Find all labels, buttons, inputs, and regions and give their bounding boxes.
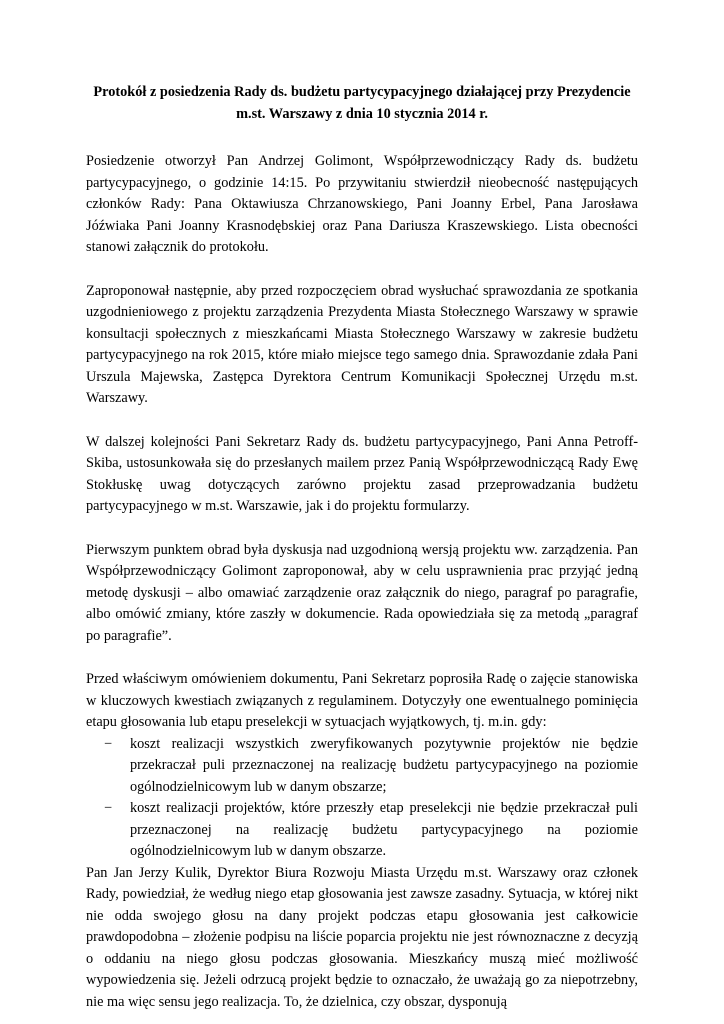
document-title [86,82,638,125]
list-item [86,734,638,799]
bullet-list [86,734,638,863]
paragraph-kulik: Pan Jan Jerzy Kulik, Dyrektor Biura Rozwoju Miasta Urzędu m.st. Warszawy oraz członek Rady, powiedział, że według niego etap głosowania jest zawsze zasadny. Sytuacja, w której nikt nie odda swojego głosu na dany projekt podczas etapu głosowania jest całkowicie prawdopodobna – złożenie podpisu na liście poparcia projektu nie jest równoznaczne z decyzją o oddaniu na niego głosu podczas głosowania. Mieszkańcy muszą mieć możliwość wypowiedzenia się. Jeżeli odrzucą projekt będzie to oznaczało, że uważają go za niepotrzebny, nie ma więc sensu jego realizacja. To, że dzielnica, czy obszar, dysponują [86,864,638,1010]
dash-bullet-icon: − [104,800,113,816]
paragraph-secretary: W dalszej kolejności Pani Sekretarz Rady ds. budżetu partycypacyjnego, Pani Anna Petroff-Skiba, ustosunkowała się do przesłanych mailem przez Panią Współprzewodniczącą Rady Ewę Stokłuskę uwag dotyczących zarówno projektu zasad przeprowadzania budżetu partycypacyjnego w m.st. Warszawie, jak i do projektu formularzy. [86,433,638,514]
paragraph-opening: Posiedzenie otworzył Pan Andrzej Golimont, Współprzewodniczący Rady ds. budżetu partycypacyjnego, o godzinie 14:15. Po przywitaniu stwierdził nieobecność następujących członków Rady: Pana Oktawiusza Chrzanowskiego, Pani Joanny Erbel, Pana Jarosława Jóźwiaka Pani Joanny Krasnodębskiej oraz Pana Dariusza Kraszewskiego. Lista obecności stanowi załącznik do protokołu. [86,153,638,255]
paragraph-regulations: Przed właściwym omówieniem dokumentu, Pani Sekretarz poprosiła Radę o zajęcie stanowiska w kluczowych kwestiach związanych z regulaminem. Dotyczyły one ewentualnego pominięcia etapu głosowania lub etapu preselekcji w sytuacjach wyjątkowych, tj. m.in. gdy: [86,671,638,730]
dash-bullet-icon: − [104,735,113,752]
list-item-text: koszt realizacji wszystkich zweryfikowanych pozytywnie projektów nie będzie przekraczał puli przeznaczonej na realizację budżetu partycypacyjnego na poziomie ogólnodzielnicowym lub w danym obszarze; [130,735,638,795]
list-item-text: koszt realizacji projektów, które przeszły etap preselekcji nie będzie przekraczał puli przeznaczonej na realizację budżetu partycypacyjnego na poziomie ogólnodzielnicowym lub w danym obszarze. [130,800,638,859]
title-line-2: m.st. Warszawy z dnia 10 stycznia 2014 r. [236,105,488,122]
paragraph-report: Zaproponował następnie, aby przed rozpoczęciem obrad wysłuchać sprawozdania ze spotkania uzgodnieniowego z projektu zarządzenia Prezydenta Miasta Stołecznego Warszawy w sprawie konsultacji społecznych z mieszkańcami Miasta Stołecznego Warszawy w zakresie budżetu partycypacyjnego na rok 2015, które miało miejsce tego samego dnia. Sprawozdanie zdała Pani Urszula Majewska, Zastępca Dyrektora Centrum Komunikacji Społecznej Urzędu m.st. Warszawy. [86,282,638,406]
document-page [86,82,638,1013]
list-item [86,798,638,863]
paragraph-discussion: Pierwszym punktem obrad była dyskusja nad uzgodnioną wersją projektu ww. zarządzenia. Pan Współprzewodniczący Golimont zaproponował, aby w celu usprawnienia prac przyjąć jedną metodę dyskusji – albo omawiać zarządzenie oraz załącznik do niego, paragraf po paragrafie, albo omówić zmiany, które zaszły w dokumencie. Rada opowiedziała się za metodą „paragraf po paragrafie”. [86,541,638,644]
title-line-1: Protokół z posiedzenia Rady ds. budżetu partycypacyjnego działającej przy Prezydencie [93,84,631,100]
